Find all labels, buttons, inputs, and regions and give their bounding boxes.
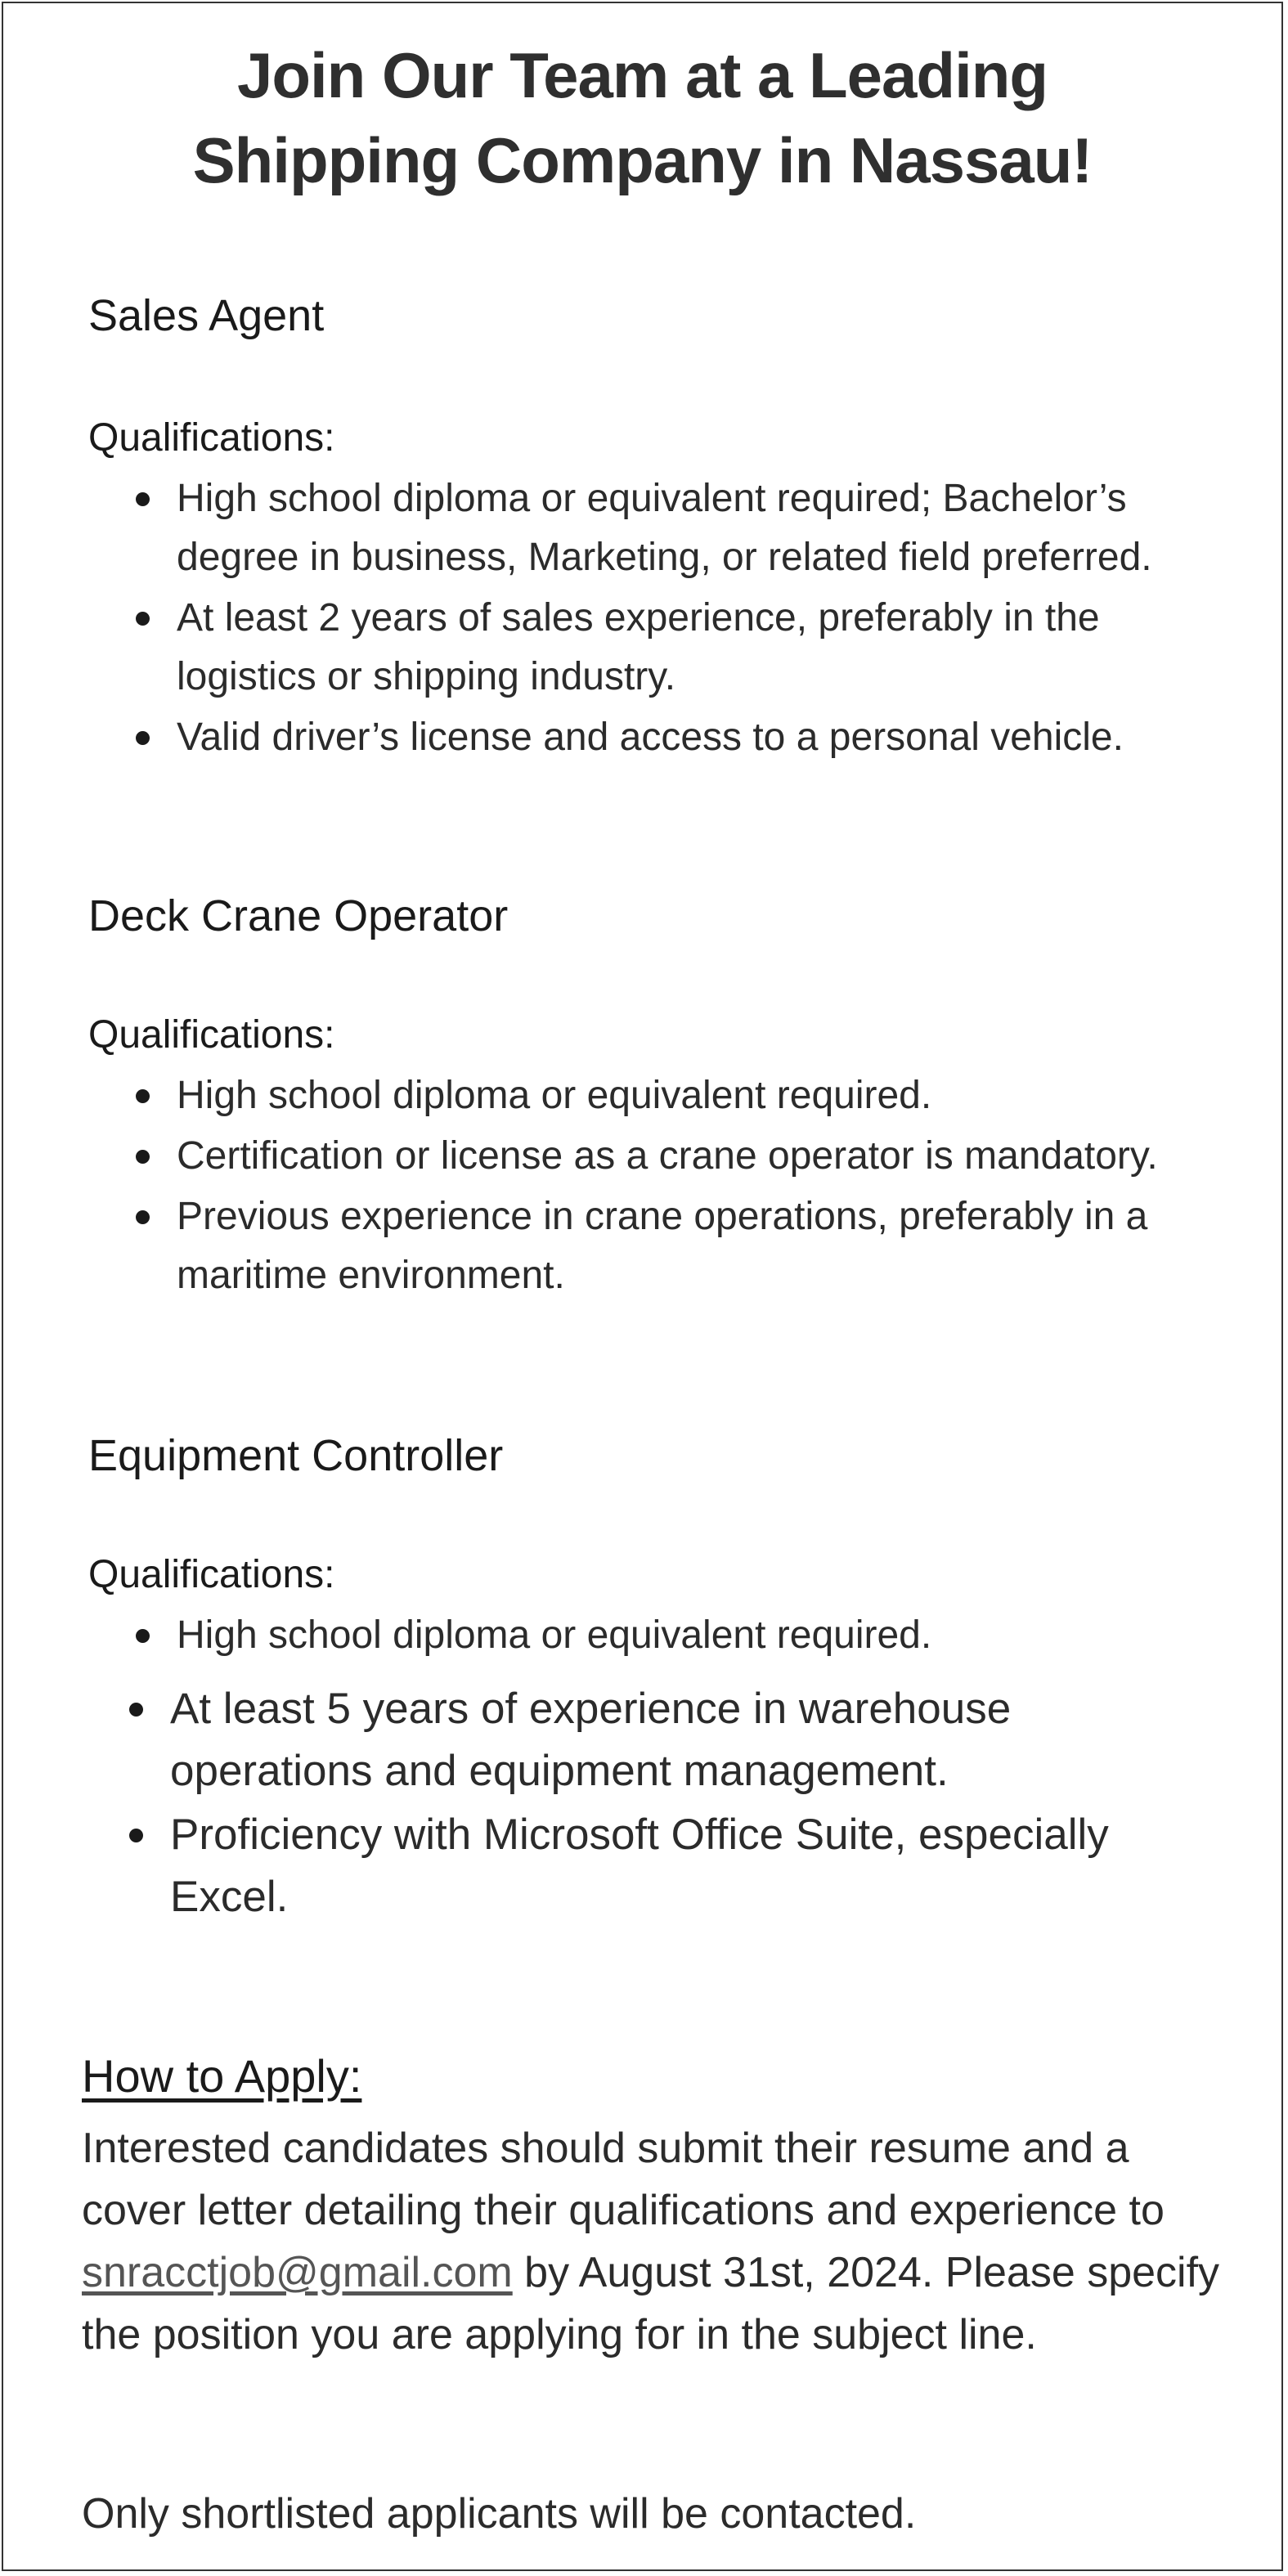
page-title-line-1: Join Our Team at a Leading [236,39,1048,111]
qualification-text: High school diploma or equivalent required. [177,1613,932,1657]
page-title [3,33,1281,203]
qualification-text: At least 2 years of sales experience, preferably in the logistics or shipping industry. [177,596,1100,698]
email-link[interactable]: snracctjob@gmail.com [82,2249,513,2296]
bullet-icon [129,1703,143,1717]
list-item [126,1678,1189,1802]
list-item [132,1127,1196,1186]
list-item [132,1606,1196,1665]
job-posting-page [2,2,1283,2571]
qualifications-list-equipment-controller-continued [126,1678,1189,1930]
footer-note: Only shortlisted applicants will be contacted. [82,2490,917,2538]
apply-text-after: by August 31st, 2024. Please specify the position you are applying for in the subject line. [82,2249,1220,2358]
qualifications-label: Qualifications: [88,1013,335,1057]
apply-text-before: Interested candidates should submit their resume and a cover letter detailing their qualifications and experience to [82,2125,1165,2234]
bullet-icon [136,612,150,626]
job-title-sales-agent: Sales Agent [88,291,325,340]
qualification-text: Valid driver’s license and access to a personal vehicle. [177,716,1124,759]
list-item [132,708,1228,767]
list-item [126,1804,1189,1928]
bullet-icon [136,1150,150,1164]
qualification-text: Proficiency with Microsoft Office Suite, especially Excel. [170,1811,1109,1921]
list-item [132,1187,1196,1305]
bullet-icon [136,731,150,745]
qualification-text: Certification or license as a crane operator is mandatory. [177,1134,1158,1178]
qualifications-list-deck-crane-operator [132,1066,1196,1307]
qualification-text: At least 5 years of experience in warehouse operations and equipment management. [170,1685,1012,1795]
job-title-deck-crane-operator: Deck Crane Operator [88,891,509,940]
qualifications-list-equipment-controller [132,1606,1196,1667]
qualification-text: Previous experience in crane operations, preferably in a maritime environment. [177,1195,1148,1297]
qualifications-label: Qualifications: [88,416,335,460]
job-title-equipment-controller: Equipment Controller [88,1431,504,1480]
how-to-apply-heading: How to Apply: [82,2050,362,2102]
bullet-icon [129,1829,143,1842]
bullet-icon [136,1210,150,1224]
how-to-apply-text [82,2117,1243,2366]
list-item [132,1066,1196,1125]
page-title-line-2: Shipping Company in Nassau! [192,124,1093,196]
list-item [132,589,1228,707]
qualification-text: High school diploma or equivalent required. [177,1074,932,1117]
qualifications-label: Qualifications: [88,1553,335,1596]
qualification-text: High school diploma or equivalent required; Bachelor’s degree in business, Marketing, or related field preferred. [177,477,1152,579]
list-item [132,469,1228,587]
bullet-icon [136,492,150,506]
qualifications-list-sales-agent [132,469,1228,769]
bullet-icon [136,1089,150,1103]
bullet-icon [136,1629,150,1643]
